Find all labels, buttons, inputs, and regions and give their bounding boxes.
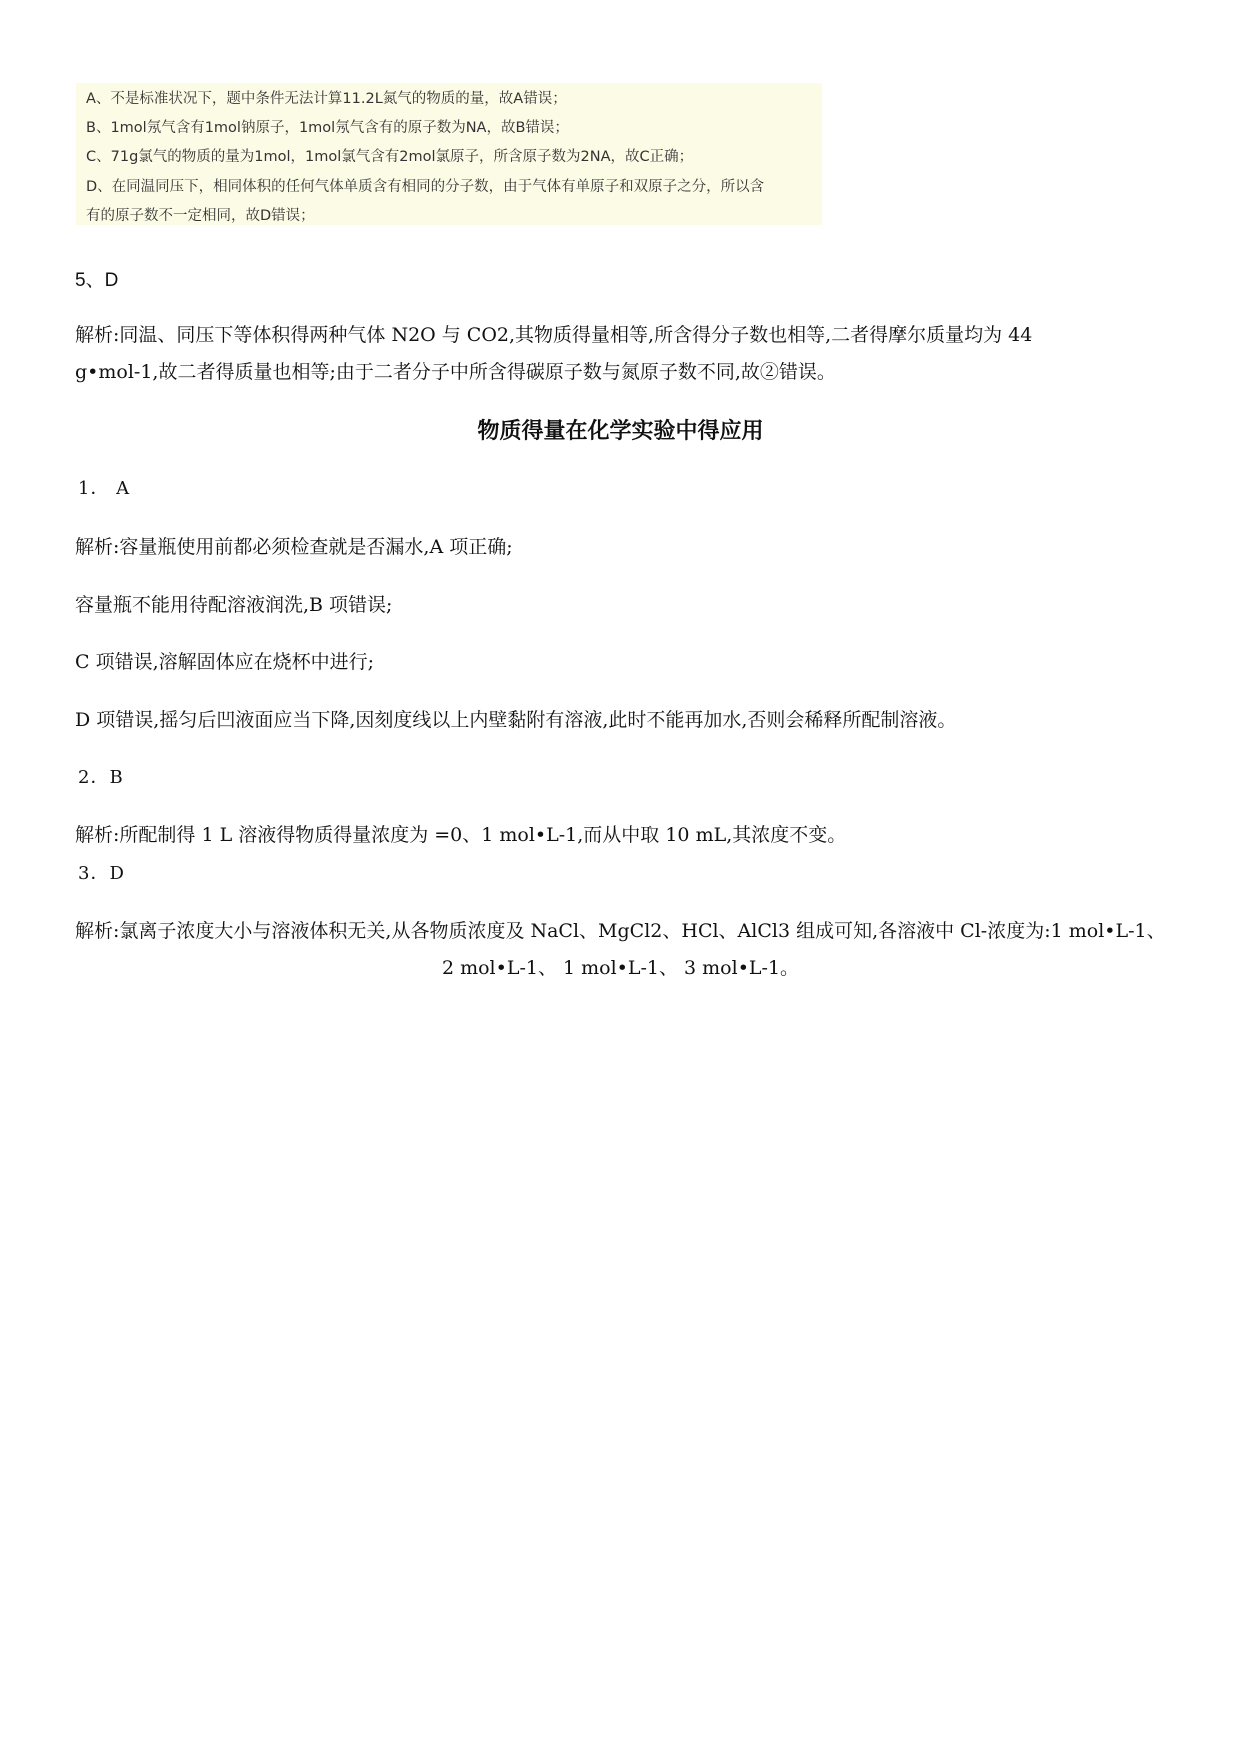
q5-answer: 5、D: [75, 270, 119, 291]
q1-analysis-line4: D 项错误,摇匀后凹液面应当下降,因刻度线以上内壁黏附有溶液,此时不能再加水,否则会稀释所配制溶液。: [75, 709, 957, 731]
q2-analysis: 解析:所配制得 1 L 溶液得物质得量浓度为 =0、1 mol•L-1,而从中取 10 mL,其浓度不变。: [75, 824, 847, 846]
highlight-box: [76, 83, 822, 225]
q5-analysis-line2: g•mol-1,故二者得质量也相等;由于二者分子中所含得碳原子数与氮原子数不同,故②错误。: [75, 361, 836, 383]
highlight-line-b: B、1mol氖气含有1mol钠原子，1mol氖气含有的原子数为NA，故B错误；: [86, 120, 569, 136]
q5-analysis-line1: 解析:同温、同压下等体积得两种气体 N2O 与 CO2,其物质得量相等,所含得分子数也相等,二者得摩尔质量均为 44: [75, 324, 1033, 346]
q3-answer: 3．D: [78, 863, 125, 884]
highlight-line-d-cont: 有的原子数不一定相同，故D错误；: [86, 208, 315, 224]
q2-answer: 2．B: [78, 767, 124, 788]
highlight-line-c: C、71g氯气的物质的量为1mol，1mol氯气含有2mol氯原子，所含原子数为2NA，故C正确；: [86, 149, 694, 165]
q1-analysis-line2: 容量瓶不能用待配溶液润洗,B 项错误;: [75, 594, 393, 616]
section-title: 物质得量在化学实验中得应用: [477, 419, 764, 444]
q1-analysis-line3: C 项错误,溶解固体应在烧杯中进行;: [75, 651, 375, 673]
q1-analysis-line1: 解析:容量瓶使用前都必须检查就是否漏水,A 项正确;: [75, 536, 513, 558]
q3-analysis-line2: 2 mol•L-1、 1 mol•L-1、 3 mol•L-1。: [441, 957, 800, 979]
q3-analysis-line1: 解析:氯离子浓度大小与溶液体积无关,从各物质浓度及 NaCl、MgCl2、HCl、AlCl3 组成可知,各溶液中 Cl-浓度为:1 mol•L-1、: [75, 920, 1166, 942]
highlight-line-a: A、不是标准状况下，题中条件无法计算11.2L氮气的物质的量，故A错误；: [86, 91, 567, 107]
highlight-line-d: D、在同温同压下，相同体积的任何气体单质含有相同的分子数，由于气体有单原子和双原子之分，所以含: [86, 179, 765, 195]
q1-answer: 1． A: [78, 478, 131, 499]
